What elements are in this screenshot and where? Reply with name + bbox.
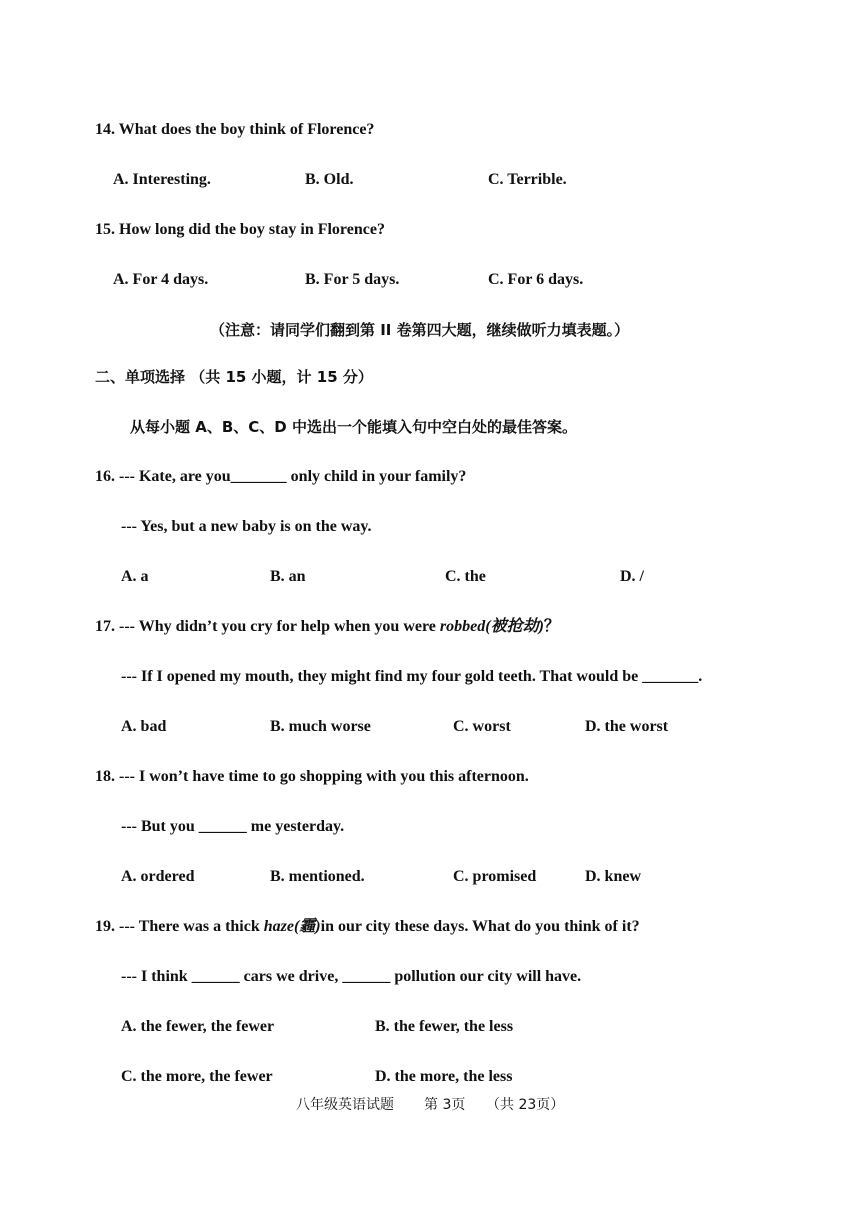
question-15-stem: 15. How long did the boy stay in Florence?: [95, 221, 385, 238]
question-17-option-c: C. worst: [453, 718, 511, 735]
question-17-stem-text: 17. --- Why didn’t you cry for help when you were: [95, 618, 440, 635]
question-16-option-a: A. a: [121, 568, 149, 585]
question-18-option-b: B. mentioned.: [270, 868, 365, 885]
question-18-option-d: D. knew: [585, 868, 642, 885]
question-14-option-c: C. Terrible.: [488, 171, 567, 188]
question-19-option-a: A. the fewer, the fewer: [121, 1018, 275, 1035]
listening-note: （注意：请同学们翻到第 II 卷第四大题，继续做听力填表题。）: [210, 321, 630, 339]
question-16-stem: 16. --- Kate, are you_______ only child in your family?: [95, 468, 467, 485]
question-19-stem: [95, 917, 640, 937]
question-18-option-a: A. ordered: [121, 868, 195, 885]
footer-page-number: 第 3页: [424, 1097, 466, 1113]
question-15-option-c: C. For 6 days.: [488, 271, 584, 288]
question-15-option-a: A. For 4 days.: [113, 271, 209, 288]
question-14-option-a: A. Interesting.: [113, 171, 211, 188]
question-19-option-d: D. the more, the less: [375, 1068, 513, 1085]
question-19-reply: --- I think ______ cars we drive, ______ pollution our city will have.: [121, 968, 582, 985]
question-19-stem-end: in our city these days. What do you think of it?: [320, 918, 640, 935]
section-2-instruction: 从每小题 A、B、C、D 中选出一个能填入句中空白处的最佳答案。: [130, 418, 577, 436]
question-19-stem-text: 19. --- There was a thick: [95, 918, 264, 935]
question-16-option-d: D. /: [620, 568, 644, 585]
question-17-stem: [95, 617, 560, 637]
footer-total-pages: （共 23页）: [486, 1097, 565, 1113]
section-2-title: 二、单项选择 （共 15 小题，计 15 分）: [95, 368, 373, 386]
question-14-stem: 14. What does the boy think of Florence?: [95, 121, 375, 138]
question-18-option-c: C. promised: [453, 868, 537, 885]
question-17-gloss-robbed: robbed(被抢劫): [439, 618, 544, 635]
question-16-option-b: B. an: [270, 568, 306, 585]
question-17-option-d: D. the worst: [585, 718, 669, 735]
question-17-reply: --- If I opened my mouth, they might find my four gold teeth. That would be _______.: [121, 668, 703, 685]
question-16-reply: --- Yes, but a new baby is on the way.: [121, 518, 372, 535]
question-14-option-b: B. Old.: [305, 171, 354, 188]
question-17-stem-end: ？: [543, 618, 560, 635]
question-19-option-c: C. the more, the fewer: [121, 1068, 273, 1085]
question-18-reply: --- But you ______ me yesterday.: [121, 818, 345, 835]
footer-subject: 八年级英语试题: [296, 1097, 394, 1113]
question-16-option-c: C. the: [445, 568, 486, 585]
question-19-option-b: B. the fewer, the less: [375, 1018, 514, 1035]
question-15-option-b: B. For 5 days.: [305, 271, 400, 288]
question-17-option-a: A. bad: [121, 718, 167, 735]
question-18-stem: 18. --- I won’t have time to go shopping with you this afternoon.: [95, 768, 529, 785]
question-17-option-b: B. much worse: [270, 718, 371, 735]
question-19-gloss-haze: haze(霾): [263, 918, 321, 935]
